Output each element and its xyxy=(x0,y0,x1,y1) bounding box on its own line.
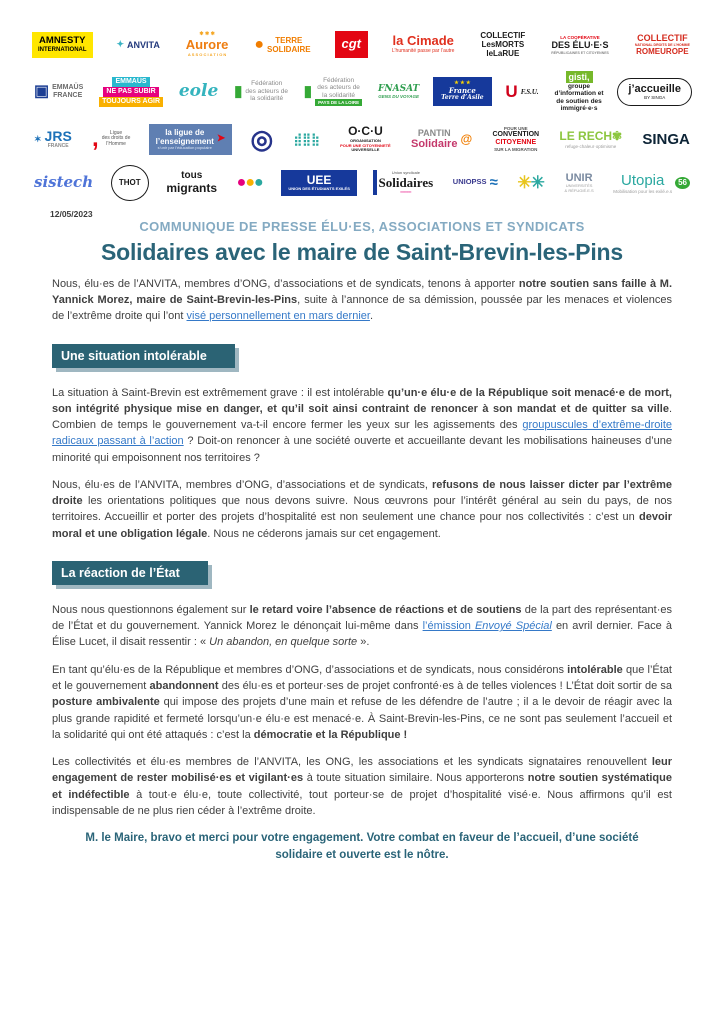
logo-jrs-france xyxy=(32,127,74,151)
logo-text xyxy=(34,174,93,191)
inline-link[interactable]: groupuscules d’extrême-droite radicaux passant à l’action xyxy=(52,419,673,448)
logo-amnesty-international xyxy=(32,32,93,58)
ldh-comma-icon: , xyxy=(92,125,99,153)
logo-text xyxy=(379,171,434,194)
logo-line: UEE xyxy=(306,172,332,187)
logo-eole xyxy=(177,81,220,103)
section1-paragraph-1 xyxy=(52,385,672,466)
logo-line: FNASAT xyxy=(377,83,420,94)
logo-line: FRANCE xyxy=(53,91,83,99)
logo-j-accueille-by-singa xyxy=(617,78,692,106)
logo-wall xyxy=(0,0,724,213)
intro-paragraph xyxy=(52,276,672,325)
logo-ocu xyxy=(338,124,393,154)
text-segment: ? Doit-on renoncer à une société ouverte et accueillante devant les mobilisations haineuses d’une minorité qui empoisonnent nos territoires ? xyxy=(52,435,672,464)
section1-paragraph-2 xyxy=(52,477,672,542)
logo-text xyxy=(441,81,484,102)
logo-line: TOUJOURS AGIR xyxy=(99,97,163,107)
logo-row xyxy=(32,70,692,114)
logo-text xyxy=(99,77,163,107)
text-segment: Nous nous questionnons également sur xyxy=(52,603,250,616)
logo-text xyxy=(613,172,672,194)
logo-line: Fédération xyxy=(251,80,283,88)
logo-line: NATIONAL DROITS DE L’HOMME xyxy=(634,43,690,48)
logo-line: AMNESTY xyxy=(39,34,86,46)
logo-text xyxy=(628,83,681,101)
text-segment: Un abandon, en quelque sorte xyxy=(209,636,358,649)
logo-line: eole xyxy=(178,80,219,101)
logo-line: DES ÉLU·E·S xyxy=(551,40,609,51)
logo-line: POUR UNE xyxy=(503,126,528,132)
logo-line: UNION DES ÉTUDIANTS EXILÉS xyxy=(288,186,350,192)
logo-convention-citoyenne-migration xyxy=(490,125,541,153)
text-segment: de la part des représentant·es de l’État et du gouvernement. Yannick Morez le dénonçait lui-même dans xyxy=(52,603,673,633)
text-segment: que l’État et le gouvernement xyxy=(52,663,672,692)
logo-line: s’unir par l’éducation populaire xyxy=(157,145,212,151)
red-arrow-icon: ➤ xyxy=(216,133,226,145)
logo-line: sistech xyxy=(34,173,94,192)
logo-line: Utopia xyxy=(621,171,665,189)
inline-link[interactable]: visé personnellement en mars dernier xyxy=(186,310,370,323)
swirl-icon: @ xyxy=(460,132,473,147)
section2-paragraph-2 xyxy=(52,662,672,743)
text-segment: intolérable xyxy=(567,663,623,676)
logo-line: Mobilisation pour les exilé.e.s xyxy=(613,188,673,194)
logo-text xyxy=(340,125,391,153)
section-heading-reaction: La réaction de l’État xyxy=(52,561,208,585)
logo-line: SUR LA MIGRATION xyxy=(494,147,538,153)
logo-aurore-association xyxy=(184,31,231,58)
logo-line: ✱ ✱ ✱ xyxy=(199,31,215,38)
text-segment: ». xyxy=(357,636,370,649)
text-segment: à tout·e élu·e, toute collectivité, tout porteur·se de projet d’hospitalité visé·e. Nous affirmons qu’il est indispensable de ne plus rien céder à l’extrême droite. xyxy=(52,788,672,817)
logo-emmaus-france xyxy=(32,83,85,101)
anvita-mark-icon: ✦ xyxy=(116,39,125,50)
logo-line: Union syndicale xyxy=(391,170,420,176)
logo-text xyxy=(156,128,214,151)
logo-cgt xyxy=(335,31,369,58)
text-segment: La situation à Saint-Brevin est extrêmement grave : il est intolérable xyxy=(52,386,388,399)
text-segment: en avril dernier. Face à Élise Lucet, il disait ressentir : « xyxy=(52,620,672,649)
logo-line: gisti, xyxy=(566,71,593,83)
logo-line: CONVENTION xyxy=(492,131,540,139)
logo-text xyxy=(411,128,457,151)
text-segment: les orientations politiques que nous devons suivre. Nous œuvrons pour l’intérêt général au sein du pays, de nos territoires. Accueillir et porter des projets d’hospitalité est non seulement une chance pour nos collectivités : c’est un xyxy=(52,495,672,524)
text-segment: des élu·es et porteur·ses de projet confronté·es à de telles violences ! L’État doit sortir de sa xyxy=(218,680,672,692)
wave-icon: ≈ xyxy=(489,174,498,192)
logo-text xyxy=(635,33,690,57)
logo-unir-universites-refugies xyxy=(563,171,596,195)
logo-text xyxy=(551,35,609,55)
fas-pdl-flag-icon: ▮ xyxy=(303,83,313,101)
logo-emmaus-slogan xyxy=(97,76,165,108)
logo-text xyxy=(378,84,419,100)
logo-union-syndicale-solidaires xyxy=(373,170,436,195)
logo-text xyxy=(179,82,218,102)
logo-line: SINGA xyxy=(642,130,690,148)
logo-la-cimade xyxy=(390,33,457,56)
text-segment: , suite à l’annonce de sa démission, poussée par les menaces et violences de l’extrême droite qui l’ont xyxy=(52,294,673,323)
text-segment: Les collectivités et élu·es membres de l’ANVITA, les ONG, les associations et les syndicats signataires renouvellent xyxy=(52,756,652,769)
logo-line: de soutien des xyxy=(556,97,602,105)
logo-line: SOLIDAIRE xyxy=(267,44,311,54)
text-segment: M. le Maire, bravo et merci pour votre engagement. Votre combat en faveur de l’accueil, d’une société solidaire et ouverte est le nôtre. xyxy=(85,832,639,862)
logo-thot xyxy=(111,165,149,201)
logo-line: Aurore xyxy=(185,36,229,52)
logo-collectif-les-morts-de-la-rue xyxy=(478,30,527,60)
logo-line: Fédération xyxy=(323,76,355,84)
logo-text xyxy=(342,37,362,52)
logo-line: ORGANISATION xyxy=(350,138,381,144)
logo-le-recho xyxy=(557,129,624,150)
text-segment: notre soutien sans faille à M. Yannick Morez, maire de Saint-Brevin-les-Pins xyxy=(52,277,673,307)
text-segment: refusons de nous laisser dicter par l’extrême droite xyxy=(52,478,672,508)
logo-ccfd-terre-solidaire xyxy=(252,35,312,55)
logo-line: Solidaires xyxy=(378,174,434,190)
logo-gisti xyxy=(552,70,605,114)
inline-link[interactable]: l’émission xyxy=(422,620,475,633)
logo-text xyxy=(565,172,594,194)
logo-ligue-des-droits-de-l-homme xyxy=(90,126,132,152)
logo-row xyxy=(32,165,692,201)
logo-line: COLLECTIF xyxy=(480,31,526,40)
logo-line: A S S O C I A T I O N xyxy=(187,51,227,57)
text-segment: leur engagement de rester mobilisé·es et vigilant·es xyxy=(52,756,672,785)
logo-line: ROMEUROPE xyxy=(636,47,689,57)
logo-line: UNIR xyxy=(565,171,593,184)
logo-line: des acteurs de xyxy=(317,84,360,92)
logo-line: Ligue xyxy=(109,129,123,136)
logo-line: la ligue de xyxy=(165,127,205,137)
text-segment: Nous, élu·es de l’ANVITA, membres d’ONG, d’associations et de syndicats, tenons à apporter xyxy=(52,277,519,290)
text-segment: En tant qu’élu·es de la République et membres d’ONG, d’associations et de syndicats, nous considérons xyxy=(52,663,568,676)
logo-line: FRANCE xyxy=(47,143,69,150)
logo-line: tous xyxy=(181,170,203,182)
logo-line: L’humanité passe par l’autre xyxy=(391,48,455,55)
logo-line: LesMORTS xyxy=(481,40,525,50)
text-segment: Nous, élu·es de l’ANVITA, membres d’ONG, d’associations et de syndicats, xyxy=(52,478,433,491)
logo-text xyxy=(521,88,539,96)
logo-text xyxy=(127,40,160,50)
logo-line: des acteurs de xyxy=(245,87,288,95)
logo-line: THOT xyxy=(118,178,141,188)
text-segment: devoir moral et une obligation légale xyxy=(52,511,672,540)
logo-line: UNIVERSELLE xyxy=(351,147,380,153)
logo-line: UNIOPSS xyxy=(452,177,487,187)
logo-line: la solidarité xyxy=(322,91,356,99)
jrs-figure-icon: ✶ xyxy=(34,133,42,144)
logo-line: PANTIN xyxy=(417,127,451,138)
section-heading-situation: Une situation intolérable xyxy=(52,344,235,368)
closing-statement xyxy=(52,830,672,865)
logo-line: LA COOPÉRATIVE xyxy=(560,35,600,41)
logo-uee-union-des-etudiants-exiles xyxy=(281,170,357,196)
asterisk-teal-icon: ✳ xyxy=(530,173,545,193)
logo-text xyxy=(102,131,131,148)
logo-line: RÉPUBLICAINES ET CITOYENNES xyxy=(551,50,609,55)
section2-paragraph-3 xyxy=(52,754,672,819)
logo-line: l’Homme xyxy=(106,141,126,148)
logo-line: JRS xyxy=(44,128,72,145)
text-segment: qu’un·e élu·e de la République soit menacé·e de mort, son intégrité physique mise en danger, et qu’il soit ainsi contraint de renoncer à son mandat et de quitter sa ville xyxy=(52,386,672,415)
text-segment: abandonnent xyxy=(149,680,219,692)
logo-fnasat-gens-du-voyage xyxy=(376,83,421,101)
logo-row xyxy=(32,124,692,155)
logo-line: GENS DU VOYAGE xyxy=(378,94,419,100)
text-segment: le retard voire l’absence de réactions et de soutiens xyxy=(249,603,522,616)
round-emblem-icon: ◎ xyxy=(250,124,274,155)
logo-pantin-solidaire xyxy=(409,127,474,152)
logo-text xyxy=(45,128,72,150)
logo-line: TERRE xyxy=(275,35,303,45)
logo-line: immigré·e·s xyxy=(560,105,598,113)
logo-text xyxy=(642,131,690,148)
logo-text xyxy=(559,130,622,149)
logo-line: la Cimade xyxy=(392,33,454,49)
logo-text xyxy=(166,170,217,195)
asterisk-yellow-icon: ✳ xyxy=(517,173,532,193)
fsu-u-icon: U xyxy=(505,82,518,102)
logo-singa xyxy=(640,130,692,149)
logo-line: NE PAS SUBIR xyxy=(103,87,158,97)
logo-line: INTERNATIONAL xyxy=(38,46,87,53)
logo-text xyxy=(392,34,455,55)
logo-line: EMMAÜS xyxy=(112,77,149,87)
logo-line: EMMAÜS xyxy=(52,83,84,91)
logo-text xyxy=(267,36,311,54)
utopia56-badge-icon: 56 xyxy=(675,177,690,189)
logo-line: ━━━━━━ xyxy=(400,189,412,194)
logo-text xyxy=(38,36,87,54)
logo-text xyxy=(186,32,229,57)
text-segment: qui impose des projets d’une main et refuse de les défendre de l’autre ; il a le devoir de réagir avec la plus grande rapidité et fermeté lorsqu’un·e élu·e est menacé·e. À Saint-Brevin-les-Pins, ce ne sont pas seulement l’accueil et la solidarité qui ont été attaqués : c’est la xyxy=(52,696,672,741)
logo-line: UNIVERSITÉS xyxy=(565,183,593,189)
logo-line: j’accueille xyxy=(628,82,681,95)
logo-line: leLaRUE xyxy=(486,49,520,59)
text-segment: notre soutien systématique et indéfectible xyxy=(52,772,672,801)
logo-line: cgt xyxy=(341,36,361,52)
logo-line: d’information et xyxy=(554,90,604,98)
logo-tous-migrants xyxy=(164,169,219,196)
emmaus-mark-icon: ▣ xyxy=(34,82,50,100)
logo-text xyxy=(288,174,350,192)
logo-anvita xyxy=(114,39,161,51)
logo-line: COLLECTIF xyxy=(637,33,688,43)
logo-fsu xyxy=(503,82,540,101)
text-segment: . Nous ne céderons jamais sur cet engagement. xyxy=(207,527,441,540)
logo-dotted-world-map xyxy=(291,132,321,146)
document-body xyxy=(0,276,724,865)
logo-circular-emblem xyxy=(249,125,276,153)
logo-line: POUR UNE CITOYENNETÉ xyxy=(340,142,391,148)
profile-head-yellow-icon: ● xyxy=(245,173,256,191)
profile-head-teal-icon: ● xyxy=(254,173,264,191)
date: 12/05/2023 xyxy=(50,208,93,219)
fas-flag-icon: ▮ xyxy=(234,83,243,101)
logo-text xyxy=(315,77,362,107)
logo-text xyxy=(492,126,539,152)
logo-line: des droits de xyxy=(101,135,131,142)
text-segment: . Combien de temps le gouvernement va-t-il encore fermer les yeux sur les agissements des xyxy=(52,402,672,432)
logo-asterisk-emblem xyxy=(515,173,547,192)
logo-line: France xyxy=(448,86,476,96)
dateline xyxy=(0,208,724,219)
logo-line: O·C·U xyxy=(348,124,383,139)
logo-line: ★ ★ ★ xyxy=(454,80,471,87)
logo-text xyxy=(119,178,141,187)
logo-profile-heads xyxy=(235,174,266,192)
text-segment: posture ambivalente xyxy=(52,696,160,709)
dotted-world-map-icon: ⣾⣿⣷ xyxy=(293,132,320,147)
section2-paragraph-1 xyxy=(52,602,672,651)
text-segment: à toute situation similaire. Nous apporterons xyxy=(303,772,528,785)
logo-line: migrants xyxy=(166,180,218,195)
logo-line: CITOYENNE xyxy=(495,139,537,147)
logo-text xyxy=(453,178,487,187)
logo-federation-acteurs-solidarite xyxy=(232,79,290,103)
inline-link[interactable]: Envoyé Spécial xyxy=(474,620,552,633)
logo-france-terre-d-asile xyxy=(433,77,492,106)
text-segment: démocratie et la République ! xyxy=(253,728,408,741)
logo-federation-acteurs-solidarite-pays-de-la-loire xyxy=(302,76,364,108)
logo-text xyxy=(480,31,525,59)
logo-line: BY SINGA xyxy=(644,95,666,101)
logo-cooperative-des-elues xyxy=(549,34,611,56)
kicker: COMMUNIQUE DE PRESSE ÉLU·ES, ASSOCIATIONS ET SYNDICATS xyxy=(139,218,585,234)
logo-utopia-56 xyxy=(611,171,692,195)
logo-line: groupe xyxy=(568,82,591,90)
text-segment: . xyxy=(369,310,374,323)
logo-line: la solidarité xyxy=(250,95,284,103)
logo-text xyxy=(52,84,83,100)
logo-line: l’enseignement xyxy=(155,136,214,146)
logo-line: LE RECH✾ xyxy=(559,128,623,143)
logo-uniopss xyxy=(451,174,500,191)
logo-line: Terre d’Asile xyxy=(441,94,484,102)
logo-text xyxy=(554,71,603,113)
page-title: Solidaires avec le maire de Saint-Brevin-les-Pins xyxy=(101,238,623,265)
logo-line: & RÉFUGIÉ.E.S xyxy=(564,188,594,194)
logo-sistech xyxy=(32,173,95,192)
logo-line: ANVITA xyxy=(127,39,160,50)
logo-line: PAYS DE LA LOIRE xyxy=(315,99,362,106)
profile-head-pink-icon: ● xyxy=(236,173,247,191)
logo-ligue-de-l-enseignement xyxy=(149,124,233,155)
logo-text xyxy=(245,80,288,102)
logo-line: refuge·chaleur·optimisme xyxy=(565,143,617,149)
logo-line: F.S.U. xyxy=(520,87,539,96)
logo-collectif-romeurope xyxy=(633,32,692,58)
ccfd-globe-icon: ● xyxy=(254,35,265,53)
logo-line: Solidaire xyxy=(411,138,458,151)
logo-row xyxy=(32,30,692,60)
